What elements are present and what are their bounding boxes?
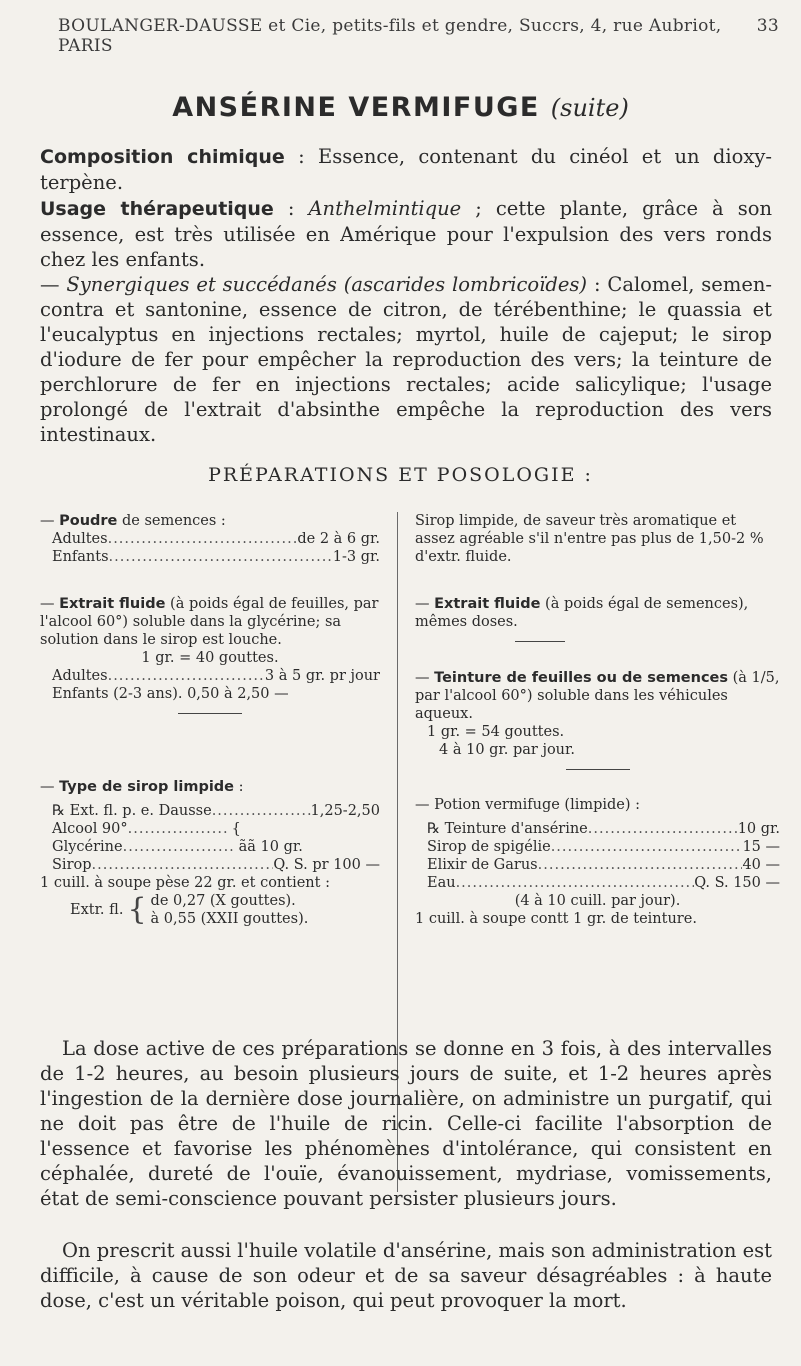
extrait2-title: Extrait fluide [434, 596, 541, 612]
poudre-rest: de semences : [117, 513, 226, 529]
extrait-row-label: Adultes [52, 668, 108, 684]
extrait-equiv: 1 gr. = 40 gouttes. [141, 650, 279, 666]
extrait-row [40, 685, 380, 703]
page-number: 33 [756, 16, 779, 36]
poudre-row-value: 1-3 gr. [332, 549, 380, 565]
poudre-block [40, 512, 380, 566]
teinture-block [415, 669, 780, 780]
teinture-equiv: 1 gr. = 54 gouttes. [427, 724, 565, 740]
teinture-dose: 4 à 10 gr. par jour. [439, 742, 575, 758]
synergiques-text: : Calomel, semen-contra et santonine, essence de citron, de térébenthine; le quassia et l'eucalyptus en injections rectales; myrtol, huile de cajeput; le sirop d'iodure de fer pour empêcher la reproduction des vers; la teinture de perchlorure de fer en injections rectales; acide salicylique; l'usage prolongé de l'extrait d'absinthe empêche la reproduction des vers intestinaux. [40, 273, 773, 446]
sirop-dash: — [40, 779, 60, 795]
sirop-row-value: ãã 10 gr. [238, 839, 303, 855]
sirop-row [40, 856, 380, 874]
extrait2-text: (à poids égal de semences), mêmes doses. [415, 596, 749, 630]
usage-text: ; cette plante, grâce à son essence, est très utilisée en Amérique pour l'expulsion des vers ronds chez les enfants. [40, 197, 773, 271]
poudre-dash: — [40, 513, 60, 529]
title-main: ANSÉRINE VERMIFUGE [172, 92, 540, 123]
extrait-title: Extrait fluide [59, 596, 166, 612]
sirop-row-label: Alcool 90° [52, 821, 128, 837]
usage-sep: : [273, 197, 309, 220]
potion-note: (4 à 10 cuill. par jour). [514, 893, 681, 909]
sirop-row-value: Q. S. pr 100 — [273, 857, 380, 873]
potion-row-label: Sirop de spigélie [427, 839, 551, 855]
divider-rule [178, 713, 242, 714]
sirop-row-label: ℞ Ext. fl. p. e. Dausse [52, 803, 212, 819]
extrait-row-value: 0,50 à 2,50 — [187, 686, 289, 702]
sirop-rest: : [234, 779, 244, 795]
potion-row-label: Eau [427, 875, 456, 891]
potion-note: 1 cuill. à soupe contt 1 gr. de teinture. [415, 911, 697, 927]
section-title: PRÉPARATIONS ET POSOLOGIE : [208, 464, 593, 486]
poudre-row-value: de 2 à 6 gr. [297, 531, 380, 547]
potion-block [415, 796, 780, 928]
sirop-row: Alcool 90° ..... { [40, 820, 380, 838]
sirop-title: Type de sirop limpide [59, 779, 235, 795]
sirop-block [40, 778, 380, 928]
divider-rule [566, 769, 630, 770]
synergiques-paragraph [40, 272, 772, 447]
sirop-row-label: Sirop [52, 857, 92, 873]
potion-row-label: Elixir de Garus [427, 857, 538, 873]
potion-row-value: 15 — [742, 839, 780, 855]
composition-lead: Composition chimique [40, 146, 285, 168]
synergiques-italic: Synergiques et succédanés (ascarides lombricoïdes) [66, 273, 588, 296]
extrait-semences-block [415, 595, 780, 642]
potion-row [415, 874, 780, 892]
potion-row [415, 820, 780, 838]
extrait-row [40, 667, 380, 685]
page-title [0, 92, 801, 123]
title-suite: (suite) [550, 94, 629, 122]
running-head-publisher: BOULANGER-DAUSSE et Cie, petits-fils et gendre, Succrs, 4, rue Aubriot, PARIS [58, 16, 722, 56]
teinture-title: Teinture de feuilles ou de semences [434, 670, 729, 686]
sirop-extract-value: de 0,27 (X gouttes). [150, 893, 296, 909]
synergiques-dash: — [40, 273, 67, 296]
extrait-row-value: 3 à 5 gr. pr jour [264, 668, 380, 684]
poudre-row-label: Adultes [52, 531, 108, 547]
sirop-row [40, 802, 380, 820]
sirop-extract-line: Extr. fl. { de 0,27 (X gouttes). à 0,55 (XXII gouttes). [40, 892, 380, 928]
teinture-text: (à 1/5, par l'alcool 60°) soluble dans les véhicules aqueux. [415, 670, 780, 722]
sirop-row-value: 1,25-2,50 [310, 803, 380, 819]
extrait-block [40, 595, 380, 724]
usage-paragraph [40, 196, 772, 272]
sirop-note: 1 cuill. à soupe pèse 22 gr. et contient : [40, 875, 330, 891]
potion-row-label: ℞ Teinture d'ansérine [427, 821, 588, 837]
teinture-dash: — [415, 670, 435, 686]
divider-rule [515, 641, 565, 642]
sirop-extract-value: à 0,55 (XXII gouttes). [150, 911, 309, 927]
potion-row-value: 10 gr. [737, 821, 780, 837]
composition-paragraph [40, 144, 772, 195]
potion-row [415, 838, 780, 856]
extrait2-dash: — [415, 596, 435, 612]
sirop-extract-label: Extr. fl. [70, 902, 124, 918]
extrait-row-label: Enfants (2-3 ans). [52, 686, 183, 702]
usage-lead: Usage thérapeutique [40, 198, 274, 220]
extrait-dash: — [40, 596, 60, 612]
sirop-description: Sirop limpide, de saveur très aromatique et assez agréable s'il n'entre pas plus de 1,50-2 % d'extr. fluide. [415, 513, 764, 565]
running-head [58, 16, 779, 56]
poudre-row [40, 530, 380, 548]
closing-paragraph-2: On prescrit aussi l'huile volatile d'ansérine, mais son administration est difficile, à cause de son odeur et de sa saveur désagréables : à haute dose, c'est un véritable poison, qui peut provoquer la mort. [40, 1239, 772, 1312]
sirop-row [40, 838, 380, 856]
closing-paragraph-1: La dose active de ces préparations se donne en 3 fois, à des intervalles de 1-2 heures, au besoin plusieurs jours de suite, et 1-2 heures après l'ingestion de la dernière dose journalière, on administre un purgatif, qui ne doit pas être de l'huile de ricin. Celle-ci facilite l'absorption de l'essence et favorise les phénomènes d'intolérance, qui consistent en céphalée, dureté de l'ouïe, évanouissement, mydriase, vomissements, état de semi-conscience pouvant persister plusieurs jours. [40, 1037, 772, 1210]
composition-text: : Essence, contenant du cinéol et un dioxy-terpène. [40, 145, 772, 194]
sirop-row-label: Glycérine [52, 839, 123, 855]
extrait-text: (à poids égal de feuilles, par l'alcool 60°) soluble dans la glycérine; sa solution dans le sirop est louche. [40, 596, 379, 648]
potion-row-value: 40 — [742, 857, 780, 873]
potion-row-value: Q. S. 150 — [694, 875, 780, 891]
poudre-row [40, 548, 380, 566]
potion-head: — Potion vermifuge (limpide) : [415, 797, 641, 813]
poudre-row-label: Enfants [52, 549, 109, 565]
usage-italic: Anthelmintique [308, 197, 462, 220]
potion-row [415, 856, 780, 874]
poudre-title: Poudre [59, 513, 118, 529]
